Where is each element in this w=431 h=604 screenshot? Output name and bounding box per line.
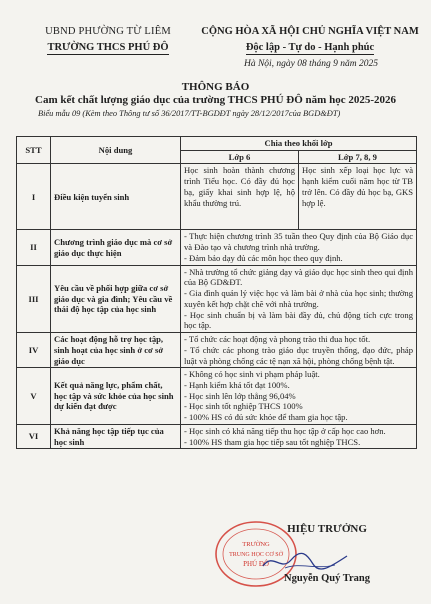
svg-text:PHÚ ĐÔ: PHÚ ĐÔ: [243, 560, 269, 568]
row-line: - Tổ chức các phong trào giáo dục truyền thống, đạo đức, pháp luật và phòng chống các tệ nạn xã hội, phòng chống bệnh tật.: [184, 344, 414, 366]
form-note: Biểu mẫu 09 (Kèm theo Thông tư số 36/2017/TT-BGDĐT ngày 28/12/2017của BGD&ĐT): [38, 109, 341, 118]
commitment-table: [16, 136, 417, 449]
row-line: - Học sinh chuẩn bị và làm bài đầy đủ, chủ động tích cực trong học tập.: [184, 309, 414, 331]
row-content: [181, 265, 417, 332]
row-content: [181, 230, 417, 265]
row-number: V: [17, 368, 51, 425]
row-grade-6: Học sinh hoàn thành chương trình Tiểu học. Có đầy đủ học bạ, giấy khai sinh hợp lệ, hộ khẩu thường trú.: [181, 164, 299, 230]
row-number: III: [17, 265, 51, 332]
row-line: - Học sinh tốt nghiệp THCS 100%: [184, 401, 303, 412]
handwritten-signature: [255, 548, 355, 574]
row-label: Điều kiện tuyển sinh: [51, 164, 181, 230]
row-number: IV: [17, 333, 51, 368]
org-school: TRƯỜNG THCS PHÚ ĐÔ: [47, 42, 169, 53]
row-line: - 100% HS tham gia học tiếp sau tốt nghiệp THCS.: [184, 436, 361, 447]
row-label: Các hoạt động hỗ trợ học tập, sinh hoạt của học sinh ở cơ sở giáo dục: [51, 333, 181, 368]
header-grade-group: Chia theo khối lớp: [181, 137, 417, 151]
row-grade-789: Học sinh xếp loại học lực và hạnh kiểm cuối năm học từ TB trở lên. Có đầy đủ học bạ, GKS hợp lệ.: [299, 164, 417, 230]
svg-text:TRUNG HỌC CƠ SỞ: TRUNG HỌC CƠ SỞ: [229, 552, 283, 558]
row-line: - 100% HS có đủ sức khỏe để tham gia học tập.: [184, 412, 348, 423]
national-motto: Độc lập - Tự do - Hạnh phúc: [245, 42, 375, 53]
table-row: [17, 333, 417, 368]
document-subtitle: Cam kết chất lượng giáo dục của trường THCS PHÚ ĐÔ năm học 2025-2026: [35, 94, 396, 106]
org-header: [18, 26, 198, 55]
header-grade-6: Lớp 6: [181, 150, 299, 164]
national-header: [196, 26, 424, 55]
row-label: Khả năng học tập tiếp tục của học sinh: [51, 424, 181, 448]
org-parent: UBND PHƯỜNG TỪ LIÊM: [45, 26, 171, 37]
row-label: Yêu cầu về phối hợp giữa cơ sở giáo dục và gia đình; Yêu cầu về thái độ học tập của học sinh: [51, 265, 181, 332]
row-content: [181, 424, 417, 448]
table-row: [17, 164, 417, 230]
header-grade-789: Lớp 7, 8, 9: [299, 150, 417, 164]
header-stt: STT: [17, 137, 51, 164]
row-number: I: [17, 164, 51, 230]
table-row: [17, 265, 417, 332]
row-line: - Thực hiện chương trình 35 tuần theo Quy định của Bộ Giáo dục và Đào tạo và chương trình nhà trường.: [184, 231, 414, 253]
document-date: Hà Nội, ngày 08 tháng 9 năm 2025: [243, 59, 379, 69]
row-content: [181, 368, 417, 425]
row-line: - Tổ chức các hoạt động và phong trào thi đua học tốt.: [184, 334, 371, 345]
table-row: [17, 230, 417, 265]
row-line: - Không có học sinh vi phạm pháp luật.: [184, 369, 320, 380]
row-line: - Hạnh kiểm khá tốt đạt 100%.: [184, 380, 290, 391]
row-line: - Gia đình quản lý việc học và làm bài ở nhà của học sinh; thường xuyên kết hợp chặt chẽ với nhà trường.: [184, 288, 414, 309]
row-line: - Đảm bảo dạy đủ các môn học theo quy định.: [184, 252, 343, 263]
table-row: [17, 424, 417, 448]
row-number: II: [17, 230, 51, 265]
header-content: Nội dung: [51, 137, 181, 164]
row-content: [181, 333, 417, 368]
table-row: [17, 368, 417, 425]
signer-title: HIỆU TRƯỞNG: [287, 523, 367, 535]
row-label: Chương trình giáo dục mà cơ sở giáo dục thực hiện: [51, 230, 181, 265]
row-line: - Nhà trường tổ chức giảng dạy và giáo dục học sinh theo qui định của Bộ GD&ĐT.: [184, 266, 414, 288]
document-title: THÔNG BÁO: [181, 81, 250, 93]
table-header-row: [17, 137, 417, 151]
signer-name: Nguyễn Quý Trang: [284, 573, 370, 584]
row-label: Kết quả năng lực, phẩm chất, học tập và sức khỏe của học sinh dự kiến đạt được: [51, 368, 181, 425]
national-title: CỘNG HÒA XÃ HỘI CHỦ NGHĨA VIỆT NAM: [201, 26, 419, 37]
row-number: VI: [17, 424, 51, 448]
row-line: - Học sinh có khả năng tiếp thu học tập ở cấp học cao hơn.: [184, 425, 386, 436]
svg-text:TRƯỜNG: TRƯỜNG: [242, 541, 270, 548]
row-line: - Học sinh lên lớp thẳng 96,04%: [184, 390, 296, 401]
